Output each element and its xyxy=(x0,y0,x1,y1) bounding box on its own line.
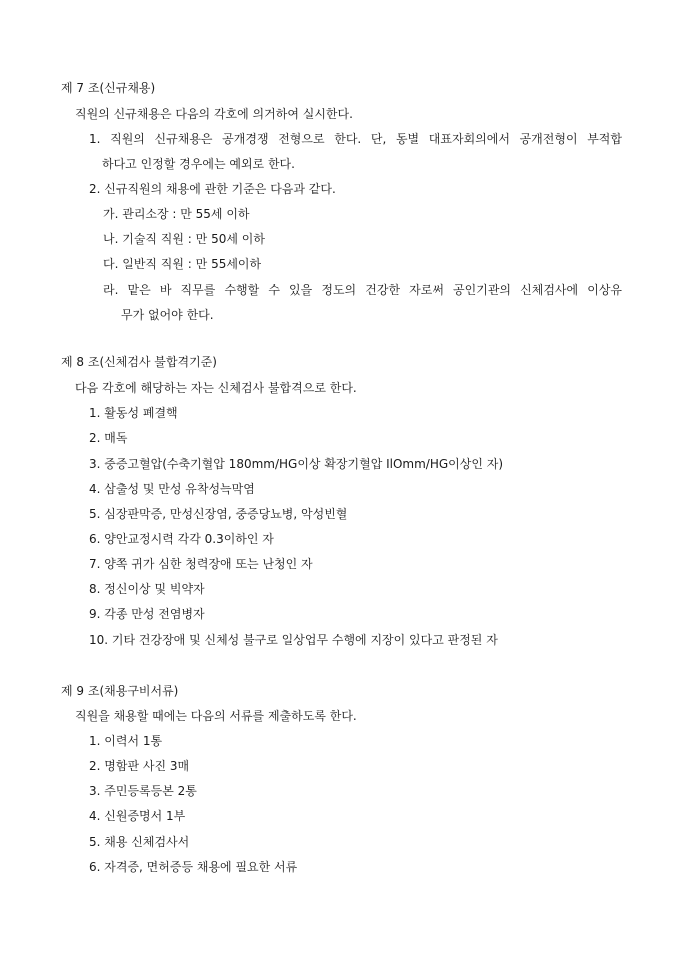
article-7-item-1-line-1: 1. 직원의 신규채용은 공개경쟁 전형으로 한다. 단, 동별 대표자회의에서 공개전형이 부적합 xyxy=(89,132,622,146)
article-7-sub-ga: 가. 관리소장 : 만 55세 이하 xyxy=(103,207,250,221)
list-item: 7. 양쪽 귀가 심한 청력장애 또는 난청인 자 xyxy=(89,557,313,571)
article-8-intro: 다음 각호에 해당하는 자는 신체검사 불합격으로 한다. xyxy=(75,381,357,395)
article-9-intro: 직원을 채용할 때에는 다음의 서류를 제출하도록 한다. xyxy=(75,709,357,723)
list-item: 2. 매독 xyxy=(89,431,128,445)
list-item: 8. 정신이상 및 빅약자 xyxy=(89,582,205,596)
list-item: 9. 각종 만성 전염병자 xyxy=(89,607,205,621)
list-item: 6. 양안교정시력 각각 0.3이하인 자 xyxy=(89,532,274,546)
list-item: 6. 자격증, 면허증등 채용에 필요한 서류 xyxy=(89,860,298,874)
article-7-item-1-line-2: 하다고 인정할 경우에는 예외로 한다. xyxy=(102,157,295,171)
article-7-item-2: 2. 신규직원의 채용에 관한 기준은 다음과 같다. xyxy=(89,182,336,196)
list-item: 4. 신원증명서 1부 xyxy=(89,809,186,823)
list-item: 4. 삼출성 및 만성 유착성늑막염 xyxy=(89,482,255,496)
article-7-heading: 제 7 조(신규채용) xyxy=(61,81,156,95)
article-7-sub-da: 다. 일반직 직원 : 만 55세이하 xyxy=(103,257,262,271)
article-7-sub-ra-line-2: 무가 없어야 한다. xyxy=(121,308,214,322)
article-7-sub-na: 나. 기술직 직원 : 만 50세 이하 xyxy=(103,232,265,246)
list-item: 5. 채용 신체검사서 xyxy=(89,835,190,849)
list-item: 1. 이력서 1통 xyxy=(89,734,163,748)
list-item: 3. 중증고혈압(수축기혈압 180mm/HG이상 확장기혈압 IlOmm/HG이상인 자) xyxy=(89,457,504,471)
list-item: 3. 주민등록등본 2통 xyxy=(89,784,197,798)
list-item: 10. 기타 건강장애 및 신체성 불구로 일상업무 수행에 지장이 있다고 판정된 자 xyxy=(89,633,498,647)
article-7-intro: 직원의 신규채용은 다음의 각호에 의거하여 실시한다. xyxy=(75,107,353,121)
article-8-heading: 제 8 조(신체검사 불합격기준) xyxy=(61,355,217,369)
list-item: 5. 심장판막증, 만성신장염, 중증당뇨병, 악성빈혈 xyxy=(89,507,348,521)
article-7-sub-ra-line-1: 라. 맡은 바 직무를 수행할 수 있을 정도의 건강한 자로써 공인기관의 신체검사에 이상유 xyxy=(103,283,622,297)
list-item: 2. 명함판 사진 3매 xyxy=(89,759,190,773)
article-9-heading: 제 9 조(채용구비서류) xyxy=(61,684,179,698)
list-item: 1. 활동성 폐결핵 xyxy=(89,406,178,420)
